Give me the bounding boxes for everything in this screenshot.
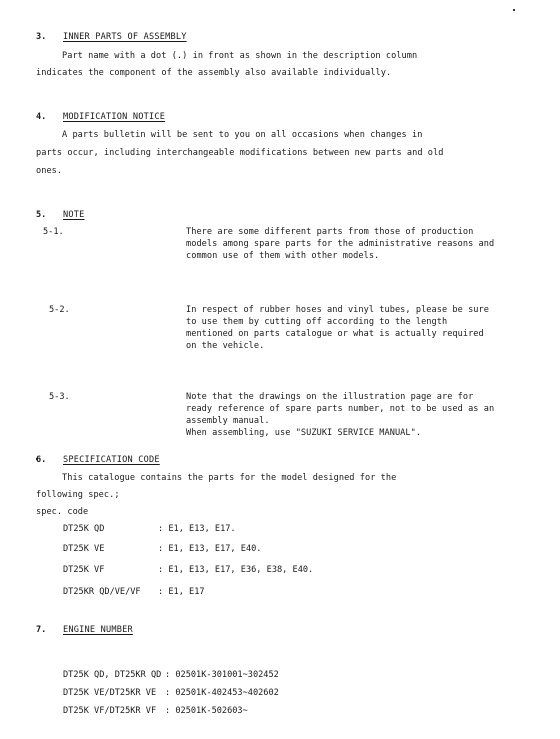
scan-speck (513, 9, 515, 11)
engine-range: : 02501K-402453~402602 (165, 688, 279, 698)
spec-model: DT25K VF (63, 565, 105, 575)
section-6-line: following spec.; (36, 490, 120, 500)
spec-model: DT25K QD (63, 524, 105, 534)
spec-codes: : E1, E17 (158, 587, 205, 597)
note-item-line: mentioned on parts catalogue or what is actually required (186, 329, 484, 339)
section-6-line: spec. code (36, 507, 89, 517)
note-item-line: assembly manual. (186, 416, 270, 426)
spec-codes: : E1, E13, E17, E40. (158, 544, 262, 554)
note-item-line: to use them by cutting off according to the length (186, 317, 448, 327)
spec-codes: : E1, E13, E17, E36, E38, E40. (158, 565, 314, 575)
spec-codes: : E1, E13, E17. (158, 524, 236, 534)
section-6-line: This catalogue contains the parts for the model designed for the (62, 473, 397, 483)
section-5-title: NOTE (63, 210, 85, 220)
section-5-number: 5. (36, 210, 47, 220)
engine-range: : 02501K-502603~ (165, 706, 248, 716)
section-6-title: SPECIFICATION CODE (63, 455, 160, 465)
note-item-line: When assembling, use "SUZUKI SERVICE MANUAL". (186, 428, 422, 438)
engine-range: : 02501K-301001~302452 (165, 670, 279, 680)
section-4-line: ones. (36, 166, 63, 176)
note-item-line: ready reference of spare parts number, not to be used as an (186, 404, 495, 414)
section-6-number: 6. (36, 455, 47, 465)
spec-model: DT25K VE (63, 544, 105, 554)
note-item-number: 5-1. (43, 227, 64, 237)
note-item-line: models among spare parts for the administrative reasons and (186, 239, 495, 249)
section-4-line: A parts bulletin will be sent to you on all occasions when changes in (62, 130, 423, 140)
engine-model: DT25K VE/DT25KR VE (63, 688, 157, 698)
section-3-line: Part name with a dot (.) in front as shown in the description column (62, 51, 418, 61)
section-4-line: parts occur, including interchangeable modifications between new parts and old (36, 148, 444, 158)
note-item-line: common use of them with other models. (186, 251, 380, 261)
note-item-number: 5-2. (49, 305, 70, 315)
section-4-number: 4. (36, 112, 47, 122)
section-3-number: 3. (36, 32, 47, 42)
engine-model: DT25K VF/DT25KR VF (63, 706, 157, 716)
note-item-line: on the vehicle. (186, 341, 265, 351)
section-3-title: INNER PARTS OF ASSEMBLY (63, 32, 187, 42)
section-7-title: ENGINE NUMBER (63, 625, 133, 635)
engine-model: DT25K QD, DT25KR QD (63, 670, 162, 680)
section-3-line: indicates the component of the assembly also available individually. (36, 68, 392, 78)
section-7-number: 7. (36, 625, 47, 635)
note-item-line: Note that the drawings on the illustration page are for (186, 392, 474, 402)
section-4-title: MODIFICATION NOTICE (63, 112, 166, 122)
note-item-line: In respect of rubber hoses and vinyl tubes, please be sure (186, 305, 489, 315)
spec-model: DT25KR QD/VE/VF (63, 587, 141, 597)
note-item-number: 5-3. (49, 392, 70, 402)
note-item-line: There are some different parts from those of production (186, 227, 474, 237)
